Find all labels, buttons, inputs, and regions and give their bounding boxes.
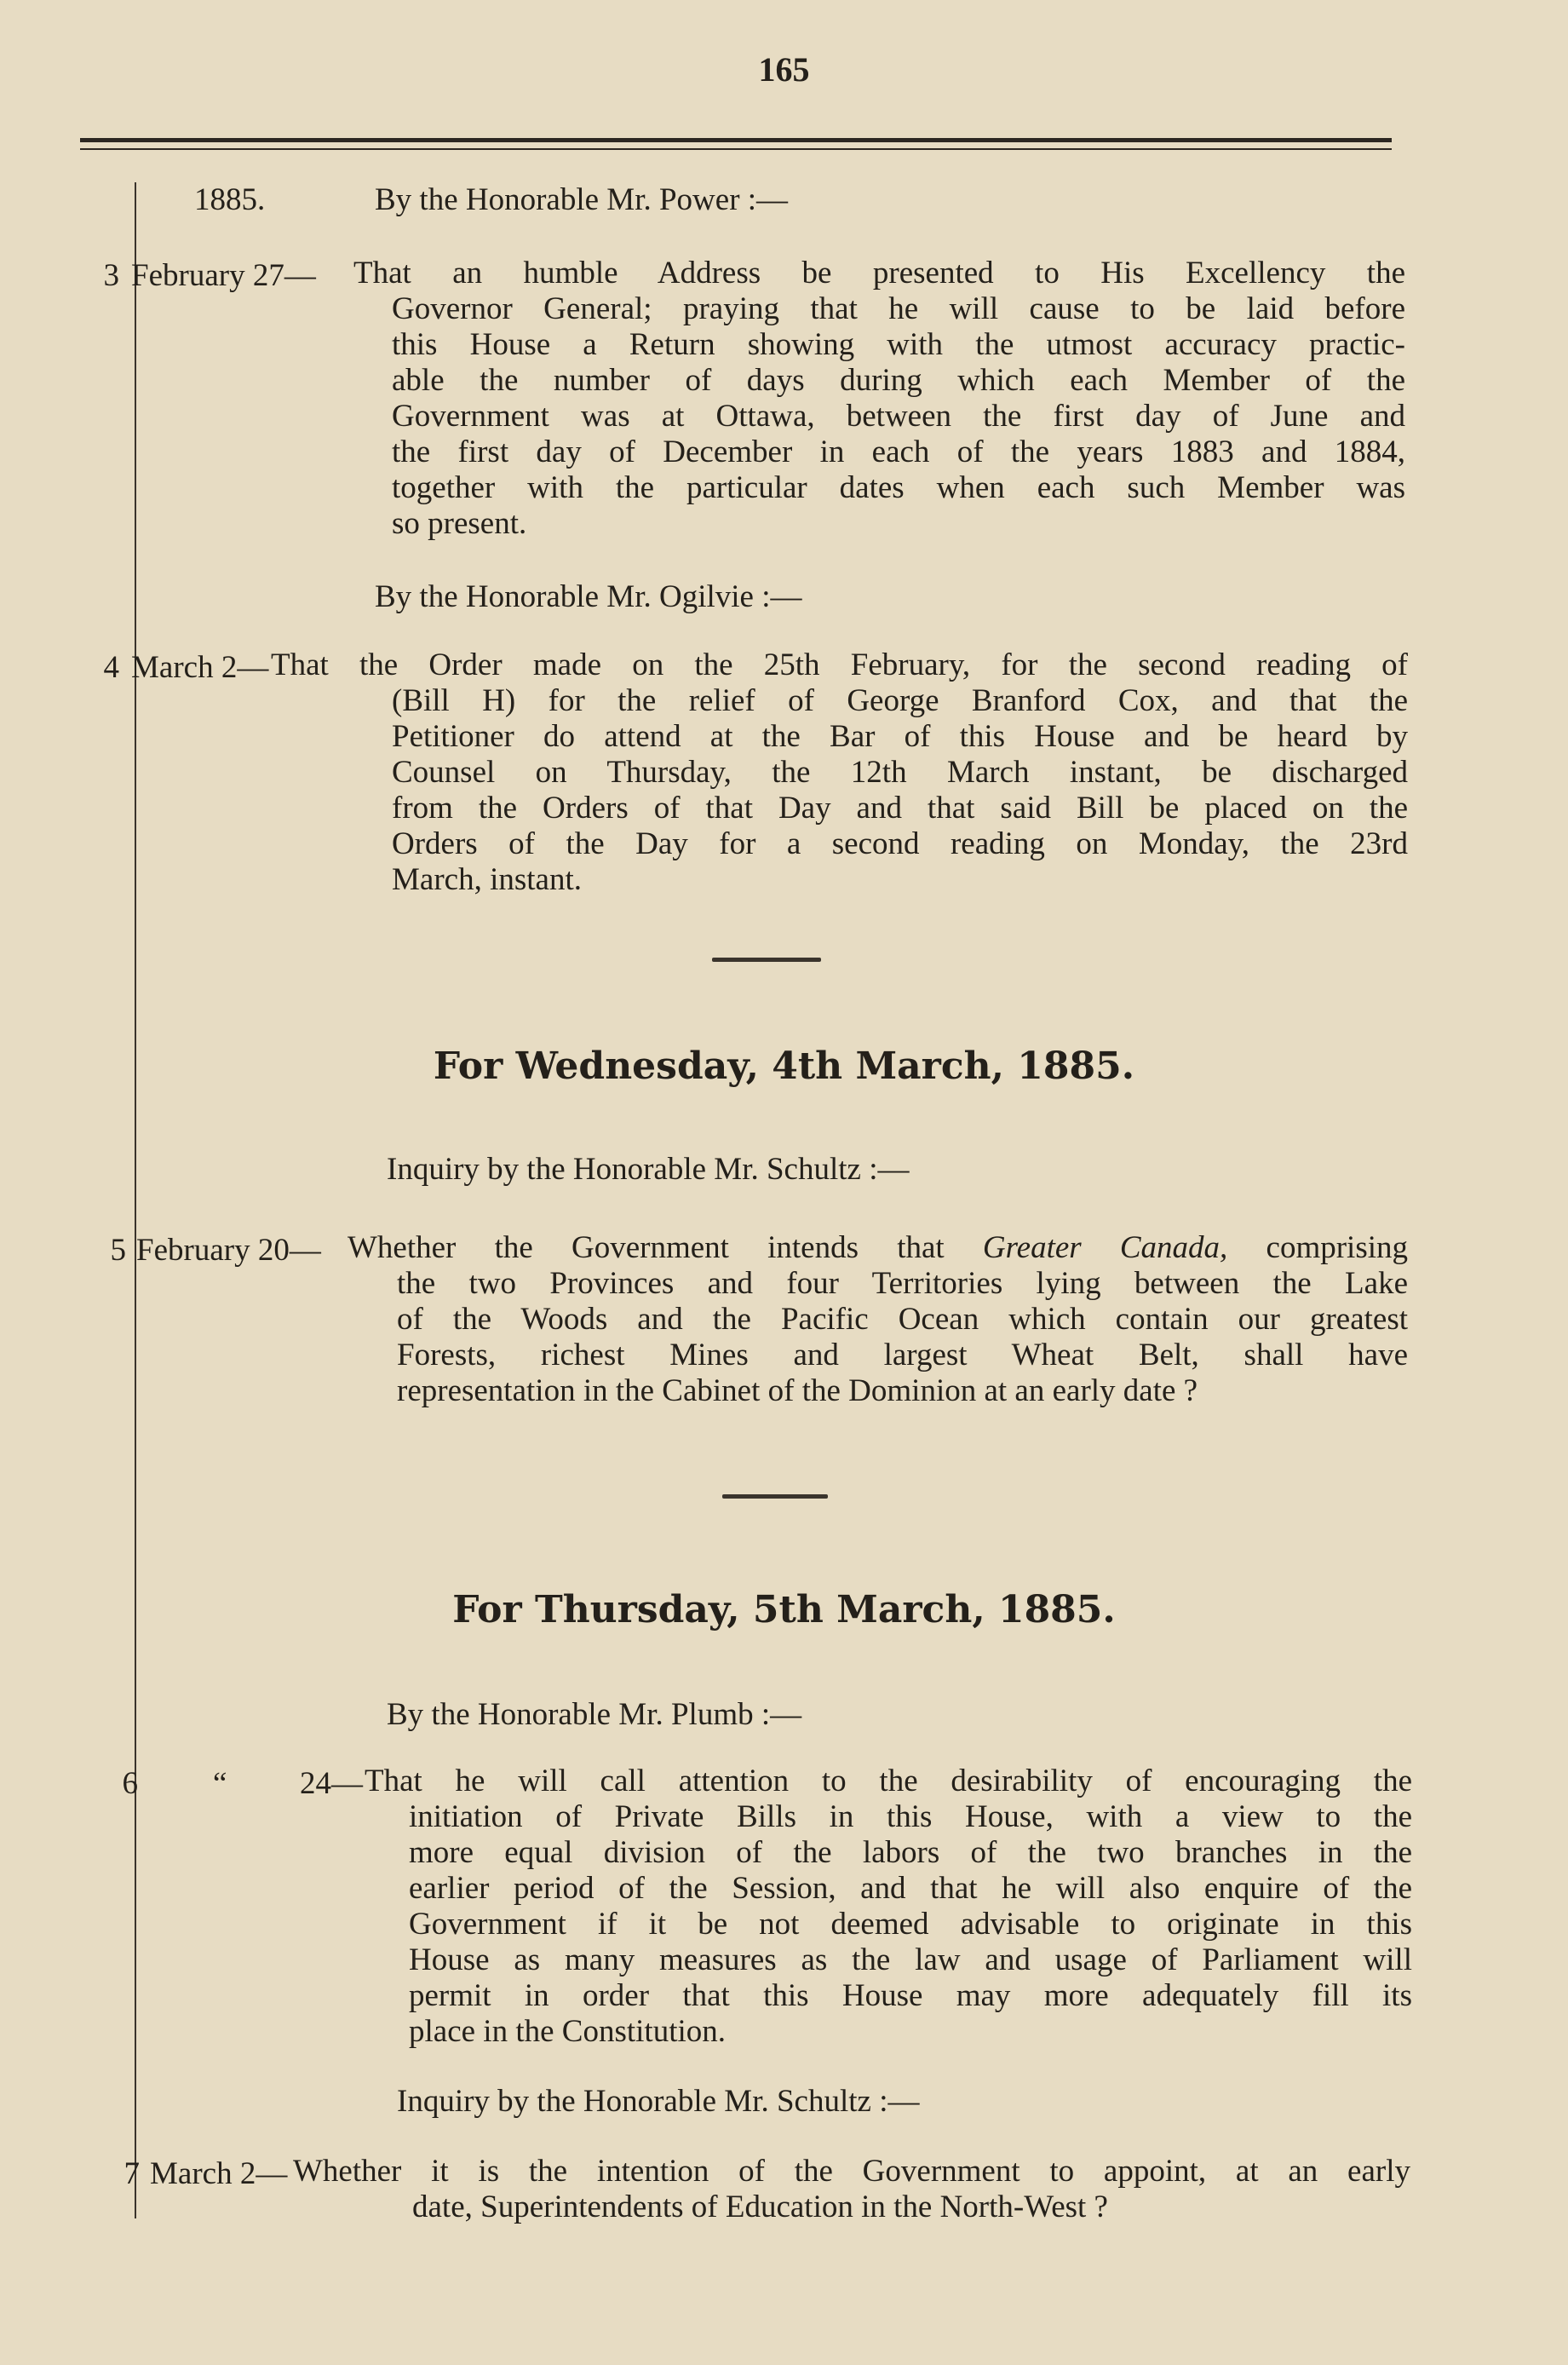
text-line: Whether it is the intention of the Government to appoint, at an early	[293, 2154, 1410, 2189]
motion-6-text	[365, 1764, 1412, 2050]
text-line: the first day of December in each of the years 1883 and 1884,	[392, 434, 1405, 469]
margin-rule	[135, 182, 136, 2218]
motion-number: 5	[110, 1233, 126, 1268]
sponsor-power: By the Honorable Mr. Power :—	[375, 182, 789, 217]
text-line: Governor General; praying that he will cause to be laid before	[392, 291, 1405, 326]
text-line: representation in the Cabinet of the Dominion at an early date ?	[397, 1373, 1198, 1408]
section-divider	[712, 958, 821, 962]
motion-number: 7	[123, 2156, 140, 2191]
motion-4-text	[271, 647, 1408, 898]
text-line: of the Woods and the Pacific Ocean which contain our greatest	[397, 1302, 1408, 1337]
text-line: this House a Return showing with the utmost accuracy practic-	[392, 327, 1405, 362]
text-line: (Bill H) for the relief of George Branford Cox, and that the	[392, 683, 1408, 718]
sponsor-schultz: Inquiry by the Honorable Mr. Schultz :—	[387, 1152, 910, 1187]
text-line: so present.	[392, 506, 527, 541]
motion-number: 3	[103, 258, 119, 293]
text-line: Counsel on Thursday, the 12th March instant, be discharged	[392, 755, 1408, 790]
sponsor-ogilvie: By the Honorable Mr. Ogilvie :—	[375, 579, 802, 614]
text-line: Government was at Ottawa, between the first day of June and	[392, 399, 1405, 434]
text-line: Forests, richest Mines and largest Wheat Belt, shall have	[397, 1338, 1408, 1372]
text-line: March, instant.	[392, 862, 582, 897]
motion-date: March 2—	[131, 650, 269, 685]
page-number: 165	[758, 50, 810, 89]
text-line: permit in order that this House may more adequately fill its	[409, 1978, 1412, 2013]
motion-3-text	[353, 256, 1405, 542]
motion-7-text	[293, 2154, 1410, 2225]
sponsor-plumb: By the Honorable Mr. Plumb :—	[387, 1697, 802, 1732]
motion-date: February 20—	[136, 1233, 321, 1268]
header-rule-thin	[80, 148, 1392, 150]
text-line: able the number of days during which each Member of the	[392, 363, 1405, 398]
italic-text: Greater Canada,	[982, 1230, 1228, 1265]
section-heading: For Thursday, 5th March, 1885.	[452, 1588, 1116, 1631]
ditto-mark: “	[213, 1766, 227, 1801]
text-line: That the Order made on the 25th February, for the second reading of	[271, 647, 1408, 682]
text-line: Petitioner do attend at the Bar of this House and be heard by	[392, 719, 1408, 754]
motion-5-text	[347, 1230, 1408, 1409]
section-divider	[722, 1494, 828, 1499]
motion-number: 6	[122, 1766, 138, 1801]
sponsor-schultz-2: Inquiry by the Honorable Mr. Schultz :—	[397, 2084, 920, 2119]
motion-date: March 2—	[150, 2156, 288, 2191]
motion-date: February 27—	[131, 258, 316, 293]
text-line: date, Superintendents of Education in the North-West ?	[412, 2189, 1108, 2224]
text-span: comprising	[1227, 1230, 1408, 1265]
year-label: 1885.	[194, 182, 266, 217]
motion-date: 24—	[300, 1766, 363, 1801]
text-line: place in the Constitution.	[409, 2014, 727, 2049]
header-rule-thick	[80, 138, 1392, 142]
text-line: from the Orders of that Day and that said Bill be placed on the	[392, 791, 1408, 826]
text-line: Orders of the Day for a second reading on Monday, the 23rd	[392, 826, 1408, 861]
text-line: the two Provinces and four Territories lying between the Lake	[397, 1266, 1408, 1301]
text-line: That he will call attention to the desirability of encouraging the	[365, 1764, 1412, 1798]
text-span: Whether the Government intends that	[347, 1230, 983, 1265]
text-line: earlier period of the Session, and that he will also enquire of the	[409, 1871, 1412, 1906]
text-line: Government if it be not deemed advisable to originate in this	[409, 1907, 1412, 1942]
text-line: House as many measures as the law and usage of Parliament will	[409, 1942, 1412, 1977]
section-heading: For Wednesday, 4th March, 1885.	[433, 1044, 1135, 1088]
motion-number: 4	[103, 650, 119, 685]
text-line	[347, 1230, 1408, 1266]
text-line: more equal division of the labors of the two branches in the	[409, 1835, 1412, 1870]
text-line: together with the particular dates when each such Member was	[392, 470, 1405, 505]
text-line: initiation of Private Bills in this House, with a view to the	[409, 1799, 1412, 1834]
text-line: That an humble Address be presented to His Excellency the	[353, 256, 1405, 291]
